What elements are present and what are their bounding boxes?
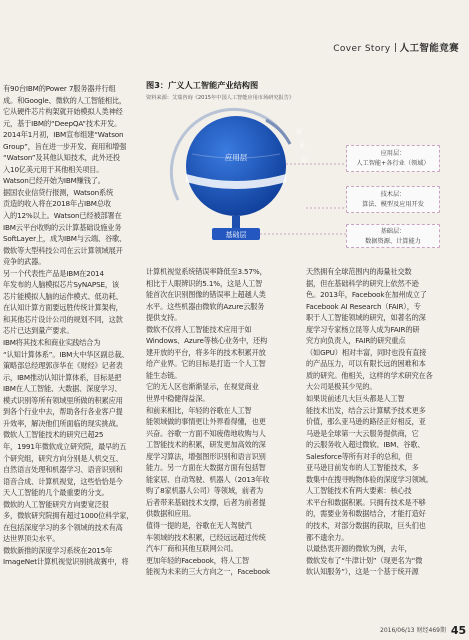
text-line: “Watson”及其他认知技术，此外还投 xyxy=(3,153,120,163)
text-line: 如果说前述几大巨头都是人工智 xyxy=(306,394,405,404)
text-line: 更加年轻的Facebook，将人工智 xyxy=(146,555,249,565)
text-line: 多，微软研究院拥有超过1000位科学家， xyxy=(3,511,134,521)
text-line: 亚马逊目前发布的人工智能技术，多 xyxy=(306,463,419,473)
box-technology-desc: 算法、模型及应用开发 xyxy=(362,201,424,208)
text-line: 建开放的平台，将多年的技术积累开放 xyxy=(146,347,266,357)
article-column-2 xyxy=(146,266,294,626)
article-column-1 xyxy=(3,83,141,623)
text-line: 能家居、自动驾驶、机器人（2013年收 xyxy=(146,474,270,484)
text-line: 年发布的人脑模拟芯片SyNAPSE，该 xyxy=(3,280,119,290)
text-line: 大公司是极其少见的。 xyxy=(306,382,377,392)
text-line: 竞争的武器。 xyxy=(3,257,46,267)
text-line: 微软的人工智能研究方向要宽泛很 xyxy=(3,499,109,509)
text-line: 另一个代表性产品是IBM在2014 xyxy=(3,268,104,278)
text-line: SoftLayer上，成为IBM与云端、谷歌、 xyxy=(3,234,127,244)
text-line: 微软等大型科技公司在云计算领域展开 xyxy=(3,245,123,255)
text-line: 策略部总经理郭彦华在《财经》记者表 xyxy=(3,361,123,371)
figure-industry-structure xyxy=(146,78,462,248)
page-number: 45 xyxy=(450,624,467,637)
text-line: IBM在人工智能、大数据、深度学习、 xyxy=(3,384,122,394)
text-line: Salesforce等所有对手的总和，但 xyxy=(306,451,413,461)
text-line: 相比于人眼辨识的5.1%，这是人工智 xyxy=(146,278,263,288)
box-application-title: 应用层： xyxy=(380,150,406,157)
footer-date: 2016/06/13 xyxy=(380,627,415,634)
text-line: 提供支持。 xyxy=(146,313,182,323)
article-column-3 xyxy=(306,266,463,626)
layer-label-application: 应用层 xyxy=(224,153,248,162)
text-line: 工智能技术的积累，研发更加高效的深 xyxy=(146,440,266,450)
text-line: 微软新推的深度学习系统在2015年 xyxy=(3,545,113,555)
text-line: 它从硬件芯片构架就开始模拟人类神经 xyxy=(3,107,123,117)
text-line: 能技术出发，结合云计算赋予技术更多 xyxy=(306,405,426,415)
box-technology-layer xyxy=(346,186,440,213)
section-label-cn: 人工智能竞赛 xyxy=(399,43,459,54)
box-foundation-desc: 数据资源、计算能力 xyxy=(365,238,421,245)
text-line: 马逊是全球第一大云服务提供商，它 xyxy=(306,428,419,438)
section-label-en: Cover Story xyxy=(333,44,391,54)
text-line: 微软发布了“牛津计划”（现更名为“微 xyxy=(306,555,423,565)
text-line: 数集中在搜寻购物体验的深度学习领域。 xyxy=(306,474,433,484)
text-line: 给产业界。它的目标是打造一个人工智 xyxy=(146,359,266,369)
text-line: 个研究组，研究方向分别是人机交互、 xyxy=(3,453,123,463)
text-line: IBM云平台收购的云计算基础设施业务 xyxy=(3,222,122,232)
text-line: 2014年1月初，IBM宣布组建“Watson xyxy=(3,130,124,140)
text-line: 入的12%以上。Watson已经被部署在 xyxy=(3,211,122,221)
text-line: “认知计算体系”。IBM大中华区副总裁、 xyxy=(3,349,129,359)
box-application-layer xyxy=(346,145,440,172)
text-line: 语音合成、计算机视觉，这些恰恰是今 xyxy=(3,476,123,486)
text-line: 价值，那么亚马逊的路径正好相反，亚 xyxy=(306,417,426,427)
text-line: 天然拥有全球范围内的海量社交数 xyxy=(306,267,412,276)
text-line: 成。和Google、微软的人工智能相比， xyxy=(3,95,126,105)
text-line: IBM将其技术和商业实践结合为 xyxy=(3,338,101,348)
text-line: 和前来相比，年轻的谷歌在人工智 xyxy=(146,405,252,415)
text-line: 度学习专家杨立昆等人成为FAIR的研 xyxy=(306,324,420,334)
text-line: 年，1991年微软成立研究院，最早的五 xyxy=(3,441,127,451)
text-line: 术平台和数据积累。只拥有技术是不够 xyxy=(306,497,426,507)
layer-label-tech-1: 技 xyxy=(296,129,303,136)
globe-sphere xyxy=(186,116,286,216)
section-divider xyxy=(395,43,396,52)
text-line: 达世界顶尖水平。 xyxy=(3,534,60,544)
text-line: 模式识别等所有领域里所做的积累应用 xyxy=(3,395,123,405)
footer-issue: 财经469期 xyxy=(416,627,446,634)
text-line: 兴奋。谷歌一方面不知疲倦地收购与人 xyxy=(146,428,266,438)
text-line: 能力。另一方面在大数据方面有包括智 xyxy=(146,463,266,473)
text-line: 供数据和应用。 xyxy=(146,509,196,519)
text-line: 世界中稳健得益深。 xyxy=(146,394,210,404)
layer-label-tech-3: 层 xyxy=(301,157,308,164)
text-line: 水平。这些机器由微软的Azure云服务 xyxy=(146,301,265,311)
layer-label-tech-2: 术 xyxy=(299,143,306,150)
section-header xyxy=(333,40,459,54)
page-footer xyxy=(380,624,466,637)
text-line: 以最热衷开源的微软为例，去年， xyxy=(306,544,412,554)
text-line: 质的研究。他相关，这样的学术研究在各 xyxy=(306,370,433,380)
text-line: 到各个行业中去，帮助各行各业客户提 xyxy=(3,407,123,417)
text-line: 和其他芯片设计公司的规划不同，这款 xyxy=(3,314,123,324)
figure-title: 图3：广义人工智能产业结构图 xyxy=(146,80,259,90)
text-line: 的，需要业务和数据结合，才能打造好 xyxy=(306,509,426,519)
figure-source: 资料来源：艾瑞咨询《2015年中国人工智能应用市场研究报告》 xyxy=(146,95,295,101)
text-line: 芯片能模拟人脑的运作模式、低功耗、 xyxy=(3,291,123,301)
text-line: Windows、Azure等核心业务中，还构 xyxy=(146,336,268,346)
text-line: 天人工智能的几个最重要的分支。 xyxy=(3,488,109,498)
text-line: 芯片已达到量产要求。 xyxy=(3,326,74,336)
text-line: 值得一提的是，谷歌在无人驾驶汽 xyxy=(146,521,252,531)
text-line: 的产品压力，可以有限长远的困难和本 xyxy=(306,359,426,369)
text-line: 汽车厂商和其他互联网公司。 xyxy=(146,544,238,554)
text-line: （如GPU）相对丰富，同时也没有直接 xyxy=(306,347,427,357)
text-line: 计算机视觉系统错误率降低至3.57%， xyxy=(146,267,267,276)
text-line: 的技术，对部分数据的获取，巨头们也 xyxy=(306,521,426,531)
text-line: 入10亿美元用于其他相关项目。 xyxy=(3,164,104,174)
text-line: 车领域的技术积累，已经远远超过传统 xyxy=(146,532,266,542)
text-line: 的云服务收入超过微软、IBM、谷歌、 xyxy=(306,440,425,450)
text-line: 在认知计算方面要远胜传统计算架构， xyxy=(3,303,123,313)
text-line: 微软人工智能技术的研究已超25 xyxy=(3,430,104,440)
text-line: 自然语言处理和机器学习、语音识别和 xyxy=(3,465,123,475)
text-line: 据国农业信贷行报测，Watson系统 xyxy=(3,187,114,197)
globe-stand xyxy=(232,216,240,228)
text-line: 贡造的收入将在2018年占IBM总收 xyxy=(3,199,111,209)
text-line: 职于人工智能领域的研究，如著名的深 xyxy=(306,313,426,323)
text-line: 后者带来基础技术支撑，后者为前者提 xyxy=(146,497,266,507)
text-line: 购了8家机器人公司）等领域，前者为 xyxy=(146,486,264,496)
text-line: Group”，旨在进一步开发、商用和增强 xyxy=(3,141,127,151)
text-line: 能领域做的事情更让外界看得懂，也更 xyxy=(146,417,266,427)
text-line: 微软不仅将人工智能技术应用于如 xyxy=(146,324,252,334)
text-line: 据，但在基础科学的研究上依然不逊 xyxy=(306,278,419,288)
text-line: 升效率，解决他们所面临的现实挑战。 xyxy=(3,418,123,428)
text-line: 究方向负责人，FAIR的研究重点 xyxy=(306,336,406,346)
text-line: 人工智能技术有两大要素：核心技 xyxy=(306,486,412,496)
box-application-desc: 人工智能+各行业（领域） xyxy=(356,160,430,167)
text-line: ImageNet计算机视觉识别挑战赛中，将 xyxy=(3,557,129,567)
globe-diagram xyxy=(156,104,346,248)
text-line: 有90台IBM的Power 7服务器并行组 xyxy=(3,84,116,93)
box-foundation-title: 基础层： xyxy=(380,228,406,235)
text-line: 软认知服务”），这是一个基于统开源 xyxy=(306,567,419,577)
text-line: 度学习算法，增强图形识别和语言识别 xyxy=(146,451,266,461)
text-line: 能生态链。 xyxy=(146,370,182,380)
text-line: 它的无人区也渐渐显示，在视觉商业 xyxy=(146,382,259,392)
text-line: 元，基于IBM的“DeepQA”技术开发。 xyxy=(3,118,122,128)
text-line: Facebook AI Research（FAIR），专 xyxy=(306,301,421,311)
text-line: 能首次在识别图像的错误率上超越人类 xyxy=(146,290,266,300)
text-line: 色。2013年，Facebook在加州成立了 xyxy=(306,290,427,300)
text-line: 能视为未来的三大方向之一，Facebook xyxy=(146,567,271,577)
text-line: 都不遗余力。 xyxy=(306,532,349,542)
box-foundation-layer xyxy=(346,224,440,248)
text-line: Watson已经开始为IBM赚钱了。 xyxy=(3,176,105,186)
text-line: 在包括深度学习的多个领域的技术有高 xyxy=(3,522,123,532)
box-technology-title: 技术层： xyxy=(380,191,406,198)
text-line: 示，IBM推动认知计算体系，目标是把 xyxy=(3,372,122,382)
layer-label-foundation: 基础层 xyxy=(225,231,247,239)
